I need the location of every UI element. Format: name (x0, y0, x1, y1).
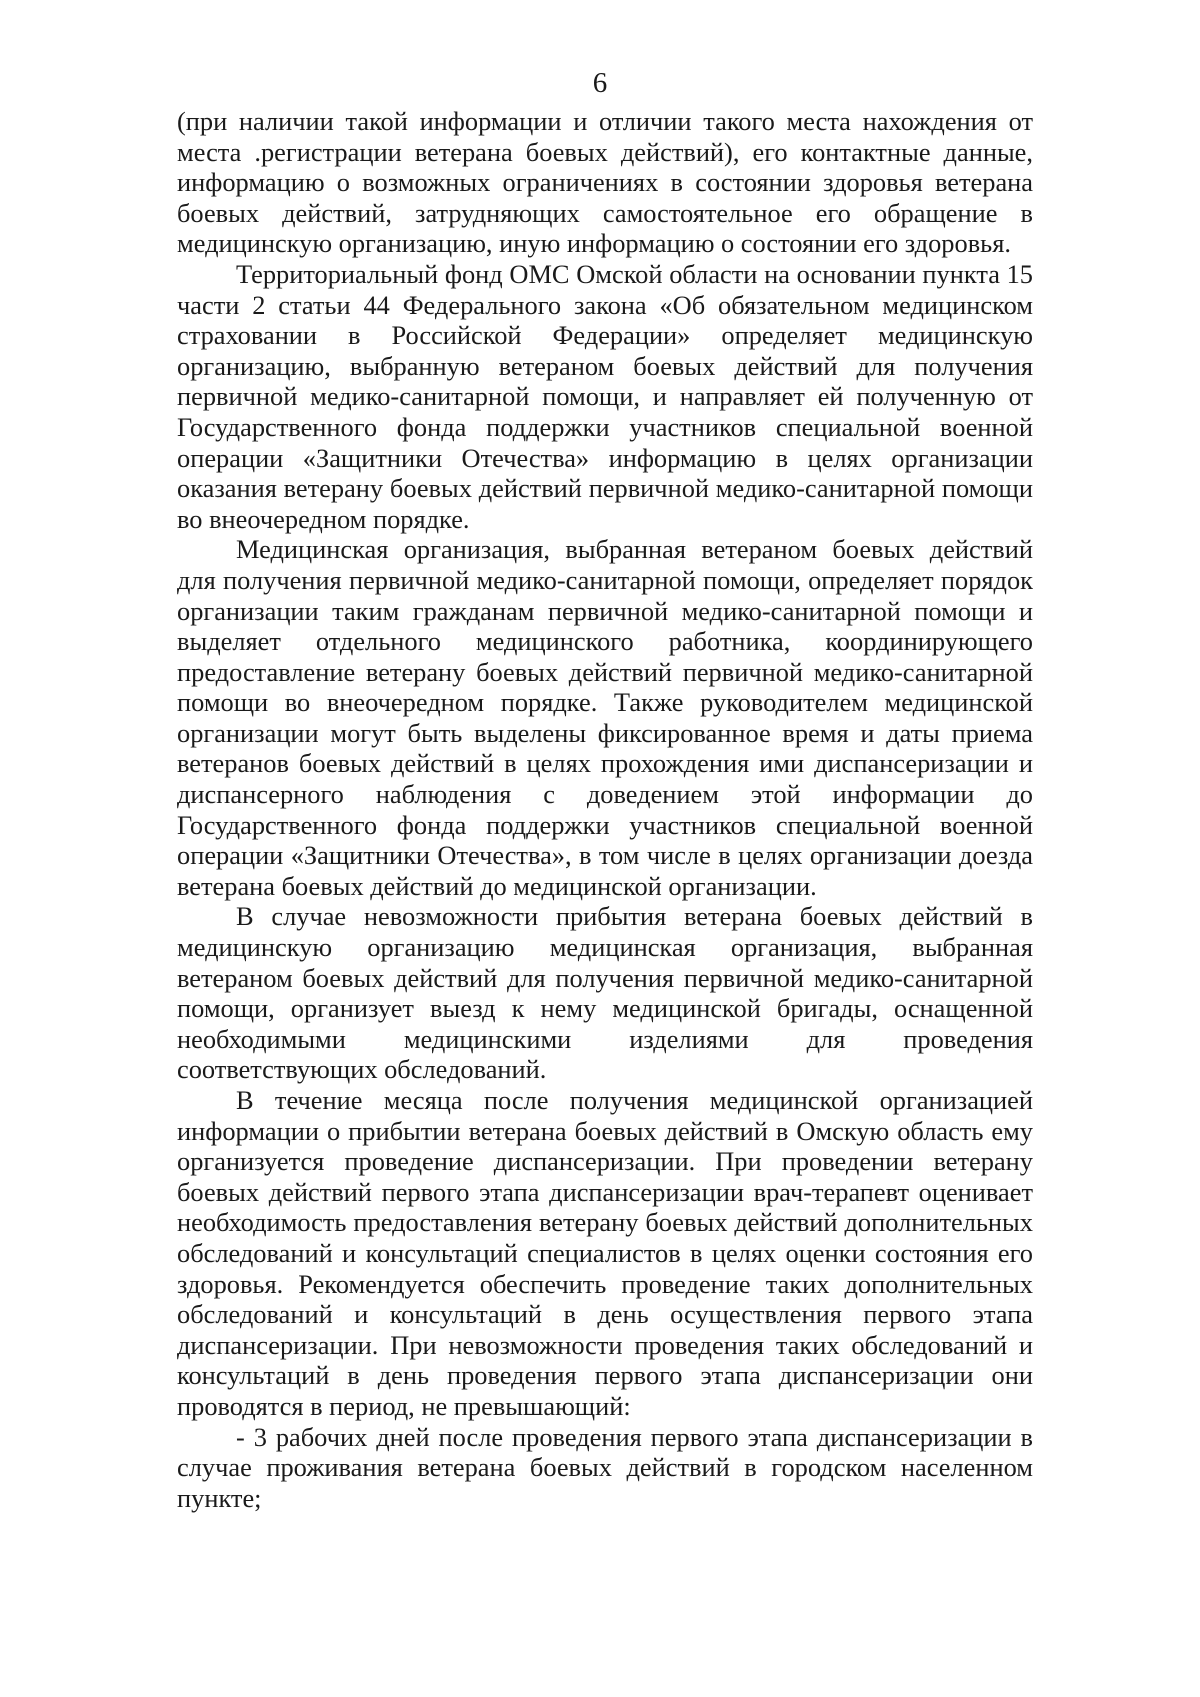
paragraph-dispensarization: В течение месяца после получения медицинской организацией информации о прибытии ветерана боевых действий в Омскую область ему организуется проведение диспансеризации. При проведении ветерану боевых действий первого этапа диспансеризации врач-терапевт оценивает необходимость предоставления ветерану боевых действий дополнительных обследований и консультаций специалистов в целях оценки состояния его здоровья. Рекомендуется обеспечить проведение таких дополнительных обследований и консультаций в день осуществления первого этапа диспансеризации. При невозможности проведения таких обследований и консультаций в день проведения первого этапа диспансеризации они проводятся в период, не превышающий: (177, 1085, 1033, 1421)
paragraph-home-visit: В случае невозможности прибытия ветерана боевых действий в медицинскую организацию медицинская организация, выбранная ветераном боевых действий для получения первичной медико-санитарной помощи, организует выезд к нему медицинской бригады, оснащенной необходимыми медицинскими изделиями для проведения соответствующих обследований. (177, 901, 1033, 1085)
document-body (177, 106, 1033, 1513)
page-number: 6 (592, 67, 608, 99)
paragraph-continuation: (при наличии такой информации и отличии такого места нахождения от места .регистрации ветерана боевых действий), его контактные данные, информацию о возможных ограничениях в состоянии здоровья ветерана боевых действий, затрудняющих самостоятельное его обращение в медицинскую организацию, иную информацию о состоянии его здоровья. (177, 106, 1033, 259)
list-item-urban: - 3 рабочих дней после проведения первого этапа диспансеризации в случае проживания ветерана боевых действий в городском населенном пункте; (177, 1421, 1033, 1513)
paragraph-medical-organization: Медицинская организация, выбранная ветераном боевых действий для получения первичной медико-санитарной помощи, определяет порядок организации таким гражданам первичной медико-санитарной помощи и выделяет отдельного медицинского работника, координирующего предоставление ветерану боевых действий первичной медико-санитарной помощи во внеочередном порядке. Также руководителем медицинской организации могут быть выделены фиксированное время и даты приема ветеранов боевых действий в целях прохождения ими диспансеризации и диспансерного наблюдения с доведением этой информации до Государственного фонда поддержки участников специальной военной операции «Защитники Отечества», в том числе в целях организации доезда ветерана боевых действий до медицинской организации. (177, 534, 1033, 901)
paragraph-territorial-fund: Территориальный фонд ОМС Омской области на основании пункта 15 части 2 статьи 44 Федерального закона «Об обязательном медицинском страховании в Российской Федерации» определяет медицинскую организацию, выбранную ветераном боевых действий для получения первичной медико-санитарной помощи, и направляет ей полученную от Государственного фонда поддержки участников специальной военной операции «Защитники Отечества» информацию в целях организации оказания ветерану боевых действий первичной медико-санитарной помощи во внеочередном порядке. (177, 258, 1033, 534)
